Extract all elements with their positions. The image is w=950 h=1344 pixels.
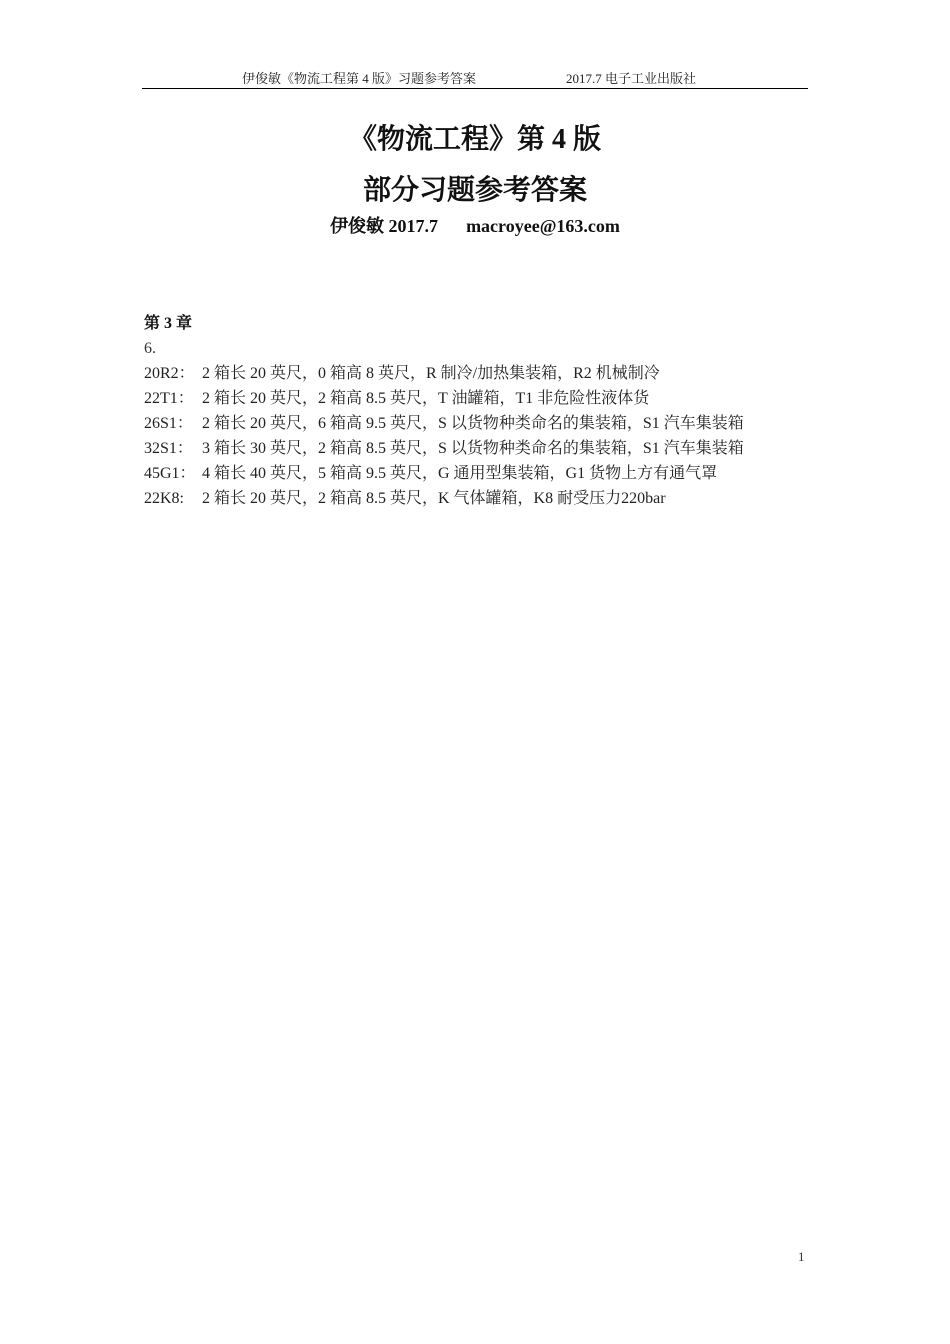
- answer-row: [144, 361, 824, 386]
- answer-text: 2 箱长 20 英尺，0 箱高 8 英尺，R 制冷/加热集装箱，R2 机械制冷: [202, 365, 660, 382]
- running-header: [142, 66, 808, 89]
- document-title: 《物流工程》第 4 版: [348, 124, 601, 155]
- answer-text: 3 箱长 30 英尺，2 箱高 8.5 英尺，S 以货物种类命名的集装箱，S1 汽车集装箱: [202, 440, 744, 457]
- chapter-heading: 第 3 章: [144, 315, 193, 332]
- document-subtitle: 部分习题参考答案: [362, 175, 587, 206]
- answer-text: 2 箱长 20 英尺，6 箱高 9.5 英尺，S 以货物种类命名的集装箱，S1 汽车集装箱: [202, 415, 744, 432]
- answer-text: 2 箱长 20 英尺，2 箱高 8.5 英尺，K 气体罐箱，K8 耐受压力220bar: [202, 490, 666, 507]
- author-email: macroyee@163.com: [466, 216, 620, 236]
- answer-row: [144, 386, 824, 411]
- container-code: 26S1：: [144, 415, 193, 432]
- answer-text: 4 箱长 40 英尺，5 箱高 9.5 英尺，G 通用型集装箱，G1 货物上方有通气罩: [202, 465, 718, 482]
- answer-text: 2 箱长 20 英尺，2 箱高 8.5 英尺，T 油罐箱，T1 非危险性液体货: [202, 390, 650, 407]
- page-number: 1: [798, 1249, 805, 1264]
- container-code: 20R2：: [144, 365, 195, 382]
- container-code: 22K8:: [144, 490, 184, 507]
- answer-row: [144, 436, 824, 461]
- header-book-title: 伊俊敏《物流工程第 4 版》习题参考答案: [242, 71, 477, 86]
- container-code: 32S1：: [144, 440, 193, 457]
- container-code: 22T1：: [144, 390, 194, 407]
- answer-list: [144, 361, 824, 511]
- author-line: [0, 212, 950, 238]
- chapter-section: [144, 312, 824, 511]
- answer-row: [144, 411, 824, 436]
- answer-row: [144, 486, 824, 511]
- container-code: 45G1：: [144, 465, 196, 482]
- answer-row: [144, 461, 824, 486]
- author-name-date: 伊俊敏 2017.7: [330, 216, 439, 236]
- header-publisher: 2017.7 电子工业出版社: [566, 71, 697, 86]
- question-number: 6.: [144, 340, 156, 357]
